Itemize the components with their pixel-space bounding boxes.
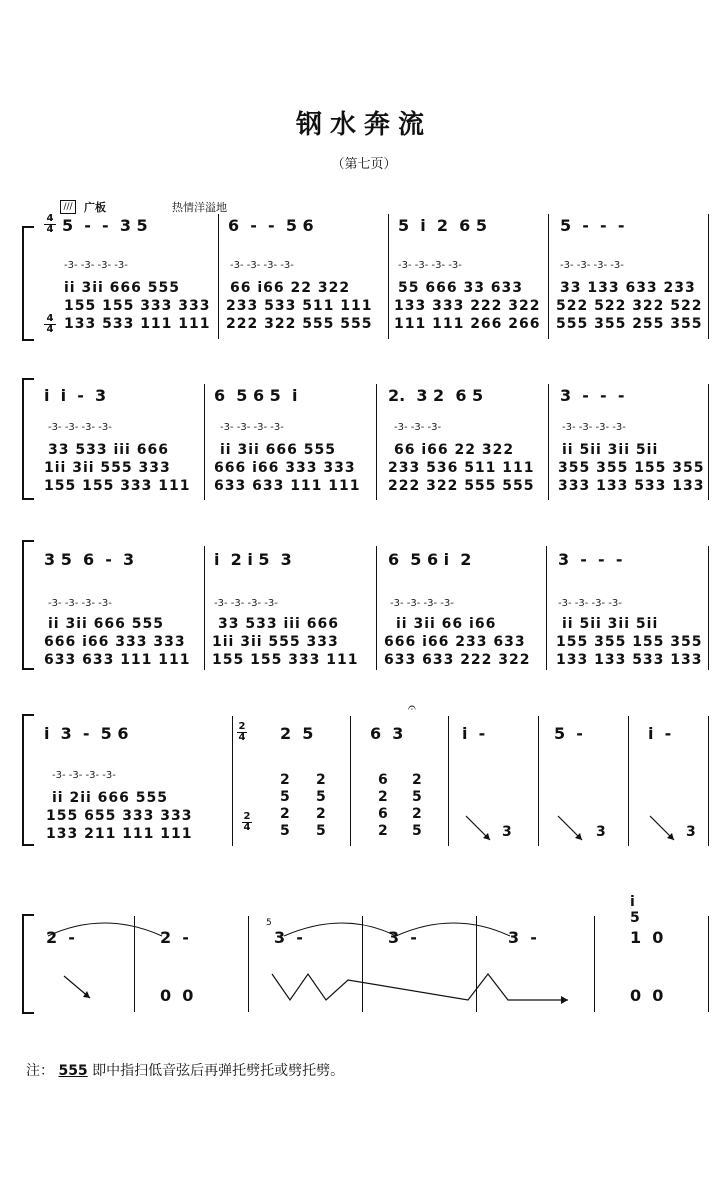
triplet-marks: -3- -3- -3- -3-	[230, 260, 294, 271]
system-bracket-top	[22, 914, 34, 916]
accompaniment-row-3: 133 533 111 111	[64, 316, 211, 332]
system-5	[0, 880, 728, 1020]
system-1	[0, 196, 728, 346]
footnote	[26, 1060, 344, 1080]
strum-note: 3	[502, 824, 513, 840]
accompaniment-row-1: 66 i66 22 322	[230, 280, 351, 296]
grace-note: 5	[266, 918, 272, 928]
accompaniment-row-3: 155 155 333 111	[212, 652, 359, 668]
accompaniment-row-1: 55 666 33 633	[398, 280, 524, 296]
melody-measure: i i - 3	[44, 386, 107, 405]
accompaniment-row-2: 666 i66 233 633	[384, 634, 526, 650]
rest-pair: 0 0	[630, 986, 664, 1005]
accompaniment-row-1: 66 i66 22 322	[394, 442, 515, 458]
barline	[388, 214, 389, 339]
accompaniment-row-1: 33 533 iii 666	[218, 616, 339, 632]
system-bracket-bottom	[22, 668, 34, 670]
barline	[376, 546, 377, 670]
accompaniment-row-3: 111 111 266 266	[394, 316, 541, 332]
melody-measure: 3 - - -	[560, 386, 625, 405]
system-3	[0, 538, 728, 674]
fermata-icon: 𝄐	[408, 700, 416, 716]
accompaniment-row-2: 155 355 155 355	[556, 634, 703, 650]
triplet-marks: -3- -3- -3- -3-	[64, 260, 128, 271]
accompaniment-row-1: ii 3ii 66 i66	[396, 616, 497, 632]
melody-measure: 6 - - 5 6	[228, 216, 314, 235]
melody-measure: 5 - - -	[560, 216, 625, 235]
tempo-marking: 广板	[84, 201, 106, 214]
accompaniment-row-3: 155 155 333 111	[44, 478, 191, 494]
final-chord-top: i	[630, 894, 636, 910]
triplet-marks: -3- -3- -3- -3-	[390, 598, 454, 609]
barline	[708, 546, 709, 670]
barline	[538, 716, 539, 846]
strum-note: 3	[686, 824, 697, 840]
triplet-marks: -3- -3- -3- -3-	[214, 598, 278, 609]
system-bracket-top	[22, 378, 34, 380]
accompaniment-row-3: 333 133 533 133	[558, 478, 705, 494]
system-bracket-bottom	[22, 1012, 34, 1014]
system-2	[0, 376, 728, 506]
melody-measure: 2 5	[280, 724, 314, 743]
melody-measure: 3 5 6 - 3	[44, 550, 135, 569]
barline	[204, 384, 205, 500]
system-bracket-top	[22, 540, 34, 542]
chord-stack: 2 5 2 5	[280, 772, 291, 839]
system-bracket-bottom	[22, 339, 34, 341]
strum-arrow-icon	[648, 814, 678, 844]
triplet-marks: -3- -3- -3- -3-	[558, 598, 622, 609]
system-bracket	[22, 378, 24, 500]
barline	[204, 546, 205, 670]
barline	[708, 916, 709, 1012]
melody-measure: 5 - - 3 5	[62, 216, 148, 235]
barline	[248, 916, 249, 1012]
triplet-marks: -3- -3- -3- -3-	[48, 598, 112, 609]
barline	[628, 716, 629, 846]
accompaniment-row-2: 155 655 333 333	[46, 808, 193, 824]
system-4	[0, 700, 728, 850]
accompaniment-row-3: 133 133 533 133	[556, 652, 703, 668]
system-bracket	[22, 540, 24, 670]
accompaniment-row-2: 233 533 511 111	[226, 298, 373, 314]
melody-measure: 6 5 6 5 i	[214, 386, 298, 405]
barline	[546, 546, 547, 670]
page-title: 钢水奔流	[295, 110, 432, 140]
expression-marking: 热情洋溢地	[172, 201, 227, 214]
accompaniment-row-3: 633 633 111 111	[44, 652, 191, 668]
accompaniment-row-2: 666 i66 333 333	[44, 634, 186, 650]
melody-measure: 5 i 2 6 5	[398, 216, 488, 235]
melody-measure: 2 -	[160, 928, 189, 947]
accompaniment-row-2: 522 522 322 522	[556, 298, 703, 314]
rest-pair: 0 0	[160, 986, 194, 1005]
time-signature-lower: 4 4	[44, 314, 56, 335]
triplet-marks: -3- -3- -3- -3-	[398, 260, 462, 271]
triplet-marks: -3- -3- -3- -3-	[220, 422, 284, 433]
footnote-prefix: 注：	[26, 1063, 54, 1079]
melody-measure: 3 -	[508, 928, 537, 947]
melody-measure: 3 -	[274, 928, 303, 947]
triplet-marks: -3- -3- -3- -3-	[48, 422, 112, 433]
accompaniment-row-1: ii 3ii 666 555	[48, 616, 165, 632]
melody-measure: 3 - - -	[558, 550, 623, 569]
strum-arrow-icon	[556, 814, 586, 844]
time-signature-change-lower: 2 4	[243, 811, 251, 833]
barline	[708, 716, 709, 846]
accompaniment-row-2: 1ii 3ii 555 333	[44, 460, 171, 476]
tempo-box: ///	[60, 200, 76, 214]
strum-arrow-icon	[464, 814, 494, 844]
system-bracket	[22, 714, 24, 846]
strum-arrow-icon	[62, 974, 94, 1004]
accompaniment-row-1: ii 2ii 666 555	[52, 790, 169, 806]
melody-measure: 1 0	[630, 928, 664, 947]
melody-measure: 3 -	[388, 928, 417, 947]
chord-stack: 6 2 6 2	[378, 772, 389, 839]
barline	[232, 716, 233, 846]
melody-measure: i 3 - 5 6	[44, 724, 129, 743]
accompaniment-row-3: 133 211 111 111	[46, 826, 193, 842]
accompaniment-row-2: 1ii 3ii 555 333	[212, 634, 339, 650]
barline	[594, 916, 595, 1012]
chord-stack: 2 5 2 5	[316, 772, 327, 839]
barline	[708, 214, 709, 339]
triplet-marks: -3- -3- -3- -3-	[52, 770, 116, 781]
accompaniment-row-1: 33 133 633 233	[560, 280, 696, 296]
melody-measure: 5 -	[554, 724, 583, 743]
accompaniment-row-3: 633 633 111 111	[214, 478, 361, 494]
accompaniment-row-3: 633 633 222 322	[384, 652, 531, 668]
accompaniment-row-3: 555 355 255 355	[556, 316, 703, 332]
barline	[376, 384, 377, 500]
system-bracket-top	[22, 226, 34, 228]
accompaniment-row-2: 233 536 511 111	[388, 460, 535, 476]
barline	[448, 716, 449, 846]
triplet-marks: -3- -3- -3- -3-	[562, 422, 626, 433]
melody-measure: 2 -	[46, 928, 75, 947]
system-bracket-bottom	[22, 844, 34, 846]
barline	[218, 214, 219, 339]
barline	[350, 716, 351, 846]
triplet-marks: -3- -3- -3-	[394, 422, 442, 433]
barline	[548, 384, 549, 500]
accompaniment-row-1: ii 5ii 3ii 5ii	[562, 442, 659, 458]
accompaniment-row-3: 222 322 555 555	[388, 478, 535, 494]
final-chord-mid: 5	[630, 910, 641, 926]
barline	[134, 916, 135, 1012]
system-bracket-top	[22, 714, 34, 716]
accompaniment-row-2: 666 i66 333 333	[214, 460, 356, 476]
accompaniment-row-2: 355 355 155 355	[558, 460, 705, 476]
accompaniment-row-2: 133 333 222 322	[394, 298, 541, 314]
melody-measure: i -	[462, 724, 486, 743]
accompaniment-row-1: ii 5ii 3ii 5ii	[562, 616, 659, 632]
chord-stack: 2 5 2 5	[412, 772, 423, 839]
strum-note: 3	[596, 824, 607, 840]
melody-measure: i -	[648, 724, 672, 743]
footnote-symbol: 555	[58, 1063, 88, 1079]
accompaniment-row-2: 155 155 333 333	[64, 298, 211, 314]
melody-measure: 6 5 6 i 2	[388, 550, 472, 569]
melody-measure: 2. 3 2 6 5	[388, 386, 484, 405]
accompaniment-row-1: ii 3ii 666 555	[220, 442, 337, 458]
tie-arc	[44, 910, 724, 940]
melody-measure: i 2 i 5 3	[214, 550, 292, 569]
footnote-text: 即中指扫低音弦后再弹托劈托或劈托劈。	[92, 1063, 345, 1079]
page-subtitle: （第七页）	[331, 157, 397, 172]
time-signature-change: 2 4	[238, 721, 246, 743]
barline	[708, 384, 709, 500]
time-signature: 4 4	[44, 214, 56, 235]
system-bracket	[22, 914, 24, 1014]
system-bracket-bottom	[22, 498, 34, 500]
accompaniment-row-3: 222 322 555 555	[226, 316, 373, 332]
zigzag-strum-icon	[268, 970, 588, 1006]
accompaniment-row-1: ii 3ii 666 555	[64, 280, 181, 296]
accompaniment-row-1: 33 533 iii 666	[48, 442, 169, 458]
barline	[548, 214, 549, 339]
melody-measure: 6 3	[370, 724, 404, 743]
triplet-marks: -3- -3- -3- -3-	[560, 260, 624, 271]
system-bracket	[22, 226, 24, 341]
